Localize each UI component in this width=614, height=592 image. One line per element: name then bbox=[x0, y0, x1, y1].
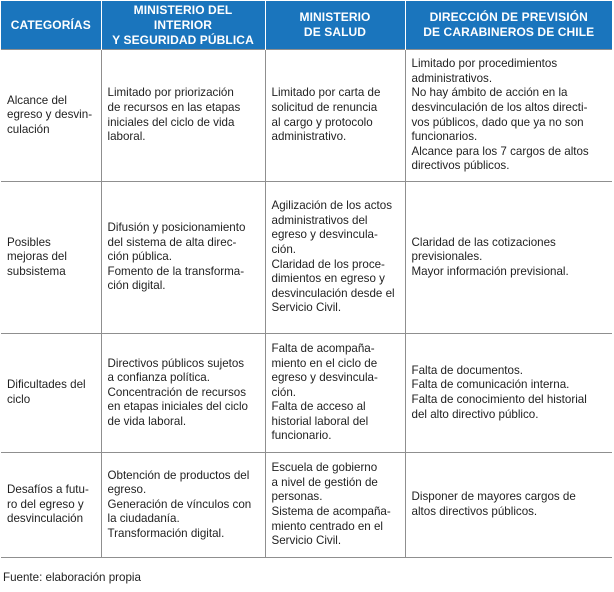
category-cell bbox=[1, 334, 101, 453]
cell-text-line: Desafíos a futu- bbox=[7, 483, 89, 497]
header-line: MINISTERIO bbox=[299, 10, 371, 24]
dipreca-cell bbox=[405, 453, 612, 558]
cell-text-line: historial laboral del bbox=[271, 414, 369, 428]
cell-text-line: Agilización de los actos bbox=[271, 199, 393, 213]
cell-text-line: egreso y desvincula- bbox=[271, 371, 378, 385]
cell-text-line: desvinculación de los altos directi- bbox=[411, 100, 588, 114]
header-line: MINISTERIO DEL INTERIOR bbox=[133, 2, 233, 32]
dipreca-cell bbox=[405, 334, 612, 453]
category-cell bbox=[1, 182, 101, 334]
cell-text-line: Falta de conocimiento del historial bbox=[411, 393, 587, 406]
header-line: DE CARABINEROS DE CHILE bbox=[423, 25, 595, 39]
cell-text-line: miento en el ciclo de bbox=[271, 356, 378, 370]
salud-cell bbox=[265, 453, 405, 558]
cell-text-line: dimientos en egreso y bbox=[271, 272, 385, 286]
salud-cell bbox=[265, 334, 405, 453]
cell-text-line: ción pública. bbox=[107, 250, 172, 264]
cell-text-line: egreso y desvincula- bbox=[271, 228, 378, 242]
cell-text-line: del alto directivo público. bbox=[411, 407, 539, 421]
table-row bbox=[1, 334, 612, 453]
salud-cell bbox=[265, 182, 405, 334]
cell-text-line: Directivos públicos sujetos bbox=[107, 356, 245, 370]
cell-text-line: al cargo y protocolo bbox=[271, 115, 373, 129]
cell-text-line: iniciales del ciclo de vida bbox=[107, 115, 235, 129]
header-line: Y SEGURIDAD PÚBLICA bbox=[112, 32, 254, 47]
cell-text-line: Transformación digital. bbox=[107, 526, 225, 540]
cell-text-line: Disponer de mayores cargos de bbox=[411, 490, 576, 504]
cell-text-line: ro del egreso y bbox=[7, 497, 84, 511]
cell-text-line: Escuela de gobierno bbox=[271, 461, 378, 475]
cell-text-line: Falta de acceso al bbox=[271, 400, 366, 414]
cell-text-line: egreso y desvin- bbox=[7, 108, 93, 122]
cell-text-line: Obtención de productos del bbox=[107, 468, 250, 482]
interior-cell bbox=[101, 182, 265, 334]
cell-text-line: funcionarios. bbox=[411, 130, 478, 144]
header-dipreca bbox=[405, 1, 612, 50]
cell-text-line: desvinculación desde el bbox=[271, 286, 395, 300]
source-note: Fuente: elaboración propia bbox=[3, 571, 141, 584]
cell-text-line: en etapas iniciales del ciclo bbox=[107, 400, 248, 414]
cell-text-line: Falta de acompaña- bbox=[271, 341, 375, 355]
cell-text-line: a confianza política. bbox=[107, 371, 210, 385]
cell-text-line: administrativos. bbox=[411, 71, 493, 85]
cell-text-line: Limitado por procedimientos bbox=[411, 57, 558, 71]
cell-text-line: Dificultades del bbox=[7, 378, 86, 392]
cell-text-line: Difusión y posicionamiento bbox=[107, 221, 246, 235]
cell-text-line: laboral. bbox=[107, 130, 146, 144]
cell-text-line: administrativo. bbox=[271, 130, 347, 144]
cell-text-line: egreso. bbox=[107, 483, 147, 497]
comparison-table bbox=[1, 1, 612, 558]
cell-text-line: solicitud de renuncia bbox=[271, 100, 378, 114]
cell-text-line: previsionales. bbox=[411, 250, 483, 264]
cell-text-line: ción digital. bbox=[107, 279, 166, 293]
cell-text-line: de recursos en las etapas bbox=[107, 100, 241, 114]
cell-text-line: culación bbox=[7, 122, 50, 136]
cell-text-line: Generación de vínculos con bbox=[107, 497, 252, 511]
cell-text-line: miento centrado en el bbox=[271, 519, 383, 533]
interior-cell bbox=[101, 453, 265, 558]
cell-text-line: del sistema de alta direc- bbox=[107, 235, 237, 249]
cell-text-line: Alcance del bbox=[7, 93, 67, 107]
header-line: DE SALUD bbox=[303, 25, 367, 39]
cell-text-line: Claridad de los proce- bbox=[271, 257, 385, 271]
cell-text-line: a nivel de gestión de bbox=[271, 475, 378, 489]
cell-text-line: la ciudadanía. bbox=[107, 512, 180, 526]
cell-text-line: vos públicos, dado que ya no son bbox=[411, 115, 584, 129]
cell-text-line: ción. bbox=[271, 385, 296, 399]
header-ministerio-interior bbox=[101, 1, 265, 50]
cell-text-line: Mayor información previsional. bbox=[411, 264, 569, 278]
cell-text-line: altos directivos públicos. bbox=[411, 505, 538, 518]
comparison-table-container bbox=[1, 1, 612, 558]
cell-text-line: subsistema bbox=[7, 264, 66, 278]
cell-text-line: mejoras del bbox=[7, 250, 67, 264]
table-body bbox=[1, 50, 612, 558]
category-cell bbox=[1, 50, 101, 182]
interior-cell bbox=[101, 334, 265, 453]
table-row bbox=[1, 50, 612, 182]
cell-text-line: Servicio Civil. bbox=[271, 534, 342, 548]
category-cell bbox=[1, 453, 101, 558]
dipreca-cell bbox=[405, 182, 612, 334]
cell-text-line: ción. bbox=[271, 242, 296, 256]
table-header bbox=[1, 1, 612, 50]
interior-cell bbox=[101, 50, 265, 182]
cell-text-line: Claridad de las cotizaciones bbox=[411, 235, 556, 249]
cell-text-line: No hay ámbito de acción en la bbox=[411, 86, 568, 100]
salud-cell bbox=[265, 50, 405, 182]
cell-text-line: administrativos del bbox=[271, 213, 368, 227]
cell-text-line: funcionario. bbox=[271, 429, 332, 443]
cell-text-line: Sistema de acompaña- bbox=[271, 505, 391, 518]
cell-text-line: Posibles bbox=[7, 235, 51, 249]
header-line: CATEGORÍAS bbox=[10, 17, 91, 32]
header-row bbox=[1, 1, 612, 50]
cell-text-line: desvinculación bbox=[7, 512, 84, 526]
cell-text-line: Concentración de recursos bbox=[107, 385, 247, 399]
cell-text-line: Falta de comunicación interna. bbox=[411, 378, 570, 392]
cell-text-line: Fomento de la transforma- bbox=[107, 264, 245, 278]
cell-text-line: directivos públicos. bbox=[411, 159, 510, 173]
dipreca-cell bbox=[405, 50, 612, 182]
cell-text-line: personas. bbox=[271, 490, 323, 504]
cell-text-line: de vida laboral. bbox=[107, 414, 187, 428]
table-row bbox=[1, 453, 612, 558]
cell-text-line: Limitado por carta de bbox=[271, 86, 381, 100]
cell-text-line: Servicio Civil. bbox=[271, 301, 342, 315]
cell-text-line: Falta de documentos. bbox=[411, 363, 523, 377]
table-row bbox=[1, 182, 612, 334]
cell-text-line: Alcance para los 7 cargos de altos bbox=[411, 144, 589, 158]
header-categorias bbox=[1, 1, 101, 50]
cell-text-line: Limitado por priorización bbox=[107, 86, 234, 100]
header-line: DIRECCIÓN DE PREVISIÓN bbox=[429, 10, 588, 24]
cell-text-line: ciclo bbox=[7, 393, 31, 406]
header-ministerio-salud bbox=[265, 1, 405, 50]
